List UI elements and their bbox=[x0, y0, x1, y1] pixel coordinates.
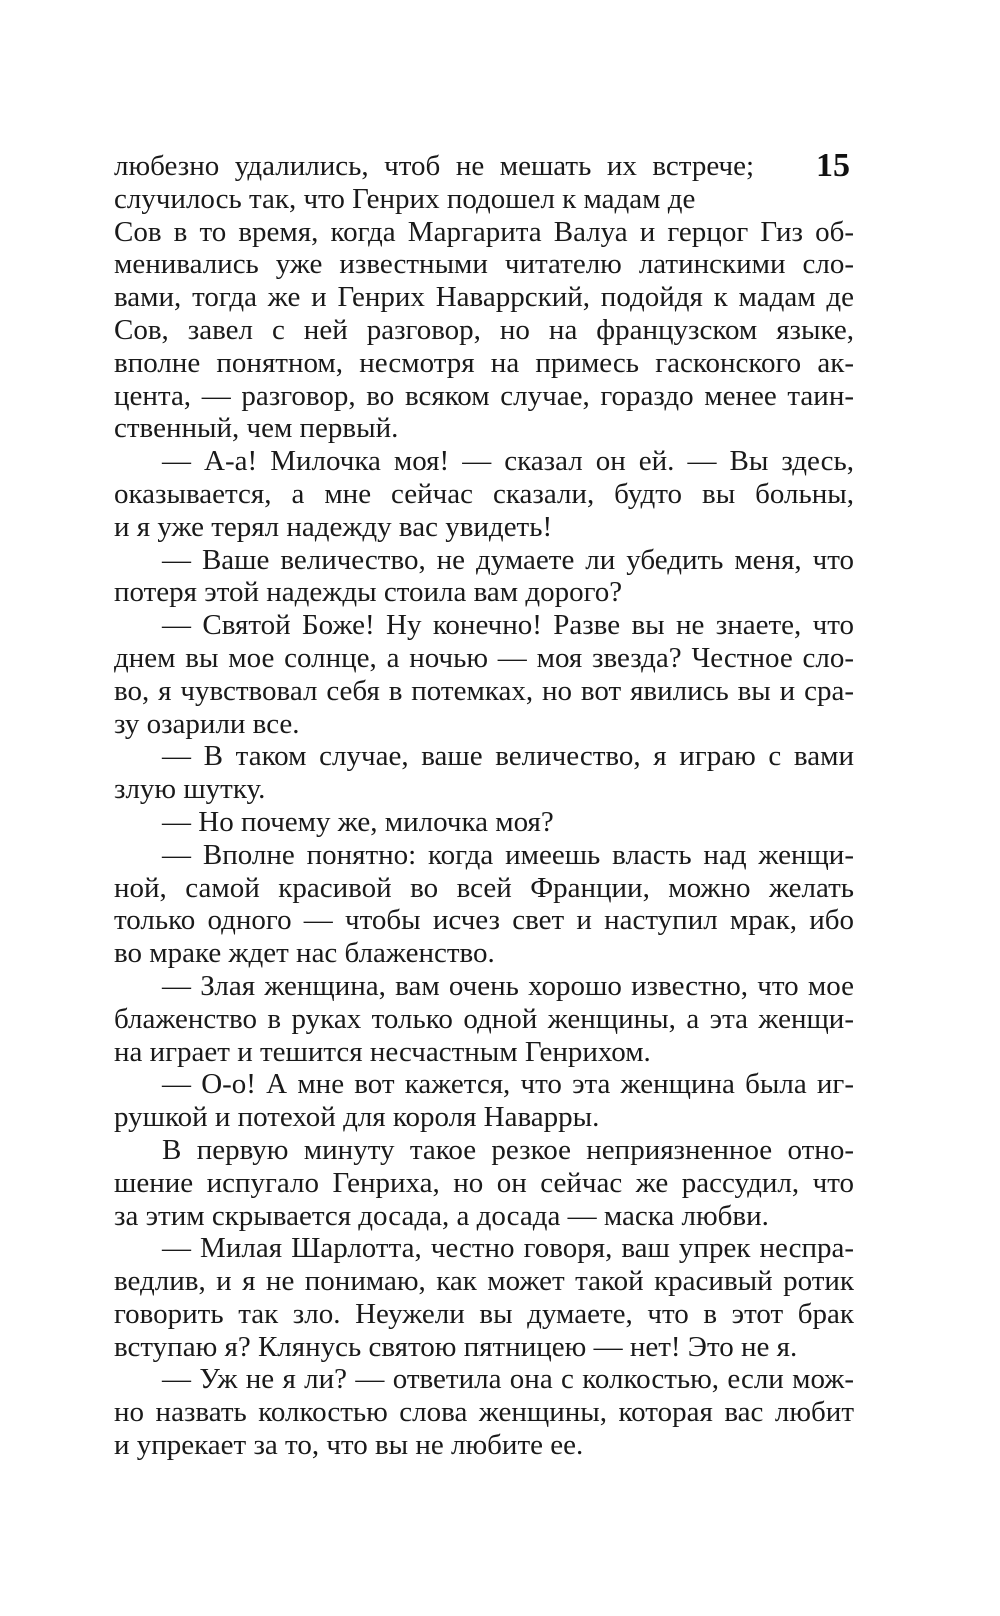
text-line: — Но почему же, милочка моя? bbox=[162, 805, 554, 838]
text-line: цента, — разговор, во всяком случае, гораздо менее таин- bbox=[114, 379, 854, 412]
text-line: злую шутку. bbox=[114, 773, 266, 806]
text-line: но назвать колкостью слова женщины, которая вас любит bbox=[114, 1396, 854, 1429]
text-line: — О-о! А мне вот кажется, что эта женщина была иг- bbox=[162, 1068, 854, 1101]
text-line: — Вполне понятно: когда имеешь власть над женщи- bbox=[162, 838, 854, 871]
text-line: вполне понятном, несмотря на примесь гасконского ак- bbox=[114, 346, 854, 379]
text-line: ведлив, и я не понимаю, как может такой красивый ротик bbox=[114, 1265, 854, 1298]
text-line: — Милая Шарлотта, честно говоря, ваш упрек неспра- bbox=[162, 1232, 854, 1265]
text-line: только одного — чтобы исчез свет и наступил мрак, ибо bbox=[114, 904, 854, 937]
text-line: ственный, чем первый. bbox=[114, 412, 399, 445]
page-number: 15 bbox=[816, 147, 850, 184]
text-line: зу озарили все. bbox=[114, 707, 300, 740]
text-line: — Ваше величество, не думаете ли убедить меня, что bbox=[162, 543, 854, 576]
text-line: любезно удалились, чтоб не мешать их встрече; bbox=[114, 150, 754, 182]
text-line: оказывается, а мне сейчас сказали, будто вы больны, bbox=[114, 477, 854, 510]
text-line: рушкой и потехой для короля Наварры. bbox=[114, 1101, 600, 1134]
text-line: говорить так зло. Неужели вы думаете, что в этот брак bbox=[114, 1297, 854, 1330]
text-line: — Злая женщина, вам очень хорошо известно, что мое bbox=[162, 969, 854, 1002]
page-body-text bbox=[114, 150, 854, 1462]
text-line: и я уже терял надежду вас увидеть! bbox=[114, 510, 553, 543]
text-line: Сов, завел с ней разговор, но на французском языке, bbox=[114, 313, 854, 346]
text-line: — Уж не я ли? — ответила она с колкостью, если мож- bbox=[162, 1363, 854, 1396]
text-line: за этим скрывается досада, а досада — маска любви. bbox=[114, 1199, 769, 1232]
text-line: Сов в то время, когда Маргарита Валуа и герцог Гиз об- bbox=[114, 215, 854, 248]
text-line: во мраке ждет нас блаженство. bbox=[114, 937, 495, 970]
text-line: блаженство в руках только одной женщины, а эта женщи- bbox=[114, 1002, 854, 1035]
text-line: В первую минуту такое резкое неприязненное отно- bbox=[162, 1133, 854, 1166]
text-line: вами, тогда же и Генрих Наваррский, подойдя к мадам де bbox=[114, 281, 854, 314]
text-line: днем вы мое солнце, а ночью — моя звезда? Честное сло- bbox=[114, 641, 854, 674]
text-line: потеря этой надежды стоила вам дорого? bbox=[114, 576, 623, 609]
text-line: вступаю я? Клянусь святою пятницею — нет! Это не я. bbox=[114, 1330, 798, 1363]
text-line: случилось так, что Генрих подошел к мадам де bbox=[114, 182, 696, 215]
text-line: — А-а! Милочка моя! — сказал он ей. — Вы здесь, bbox=[162, 445, 854, 478]
text-line: и упрекает за то, что вы не любите ее. bbox=[114, 1429, 584, 1462]
text-line: шение испугало Генриха, но он сейчас же рассудил, что bbox=[114, 1166, 854, 1199]
text-line: на играет и тешится несчастным Генрихом. bbox=[114, 1035, 651, 1068]
text-line: ной, самой красивой во всей Франции, можно желать bbox=[114, 871, 854, 904]
text-line: — В таком случае, ваше величество, я играю с вами bbox=[162, 740, 854, 773]
text-line: менивались уже известными читателю латинскими сло- bbox=[114, 248, 854, 281]
text-line: во, я чувствовал себя в потемках, но вот явились вы и сра- bbox=[114, 674, 854, 707]
text-line: — Святой Боже! Ну конечно! Разве вы не знаете, что bbox=[162, 609, 854, 642]
